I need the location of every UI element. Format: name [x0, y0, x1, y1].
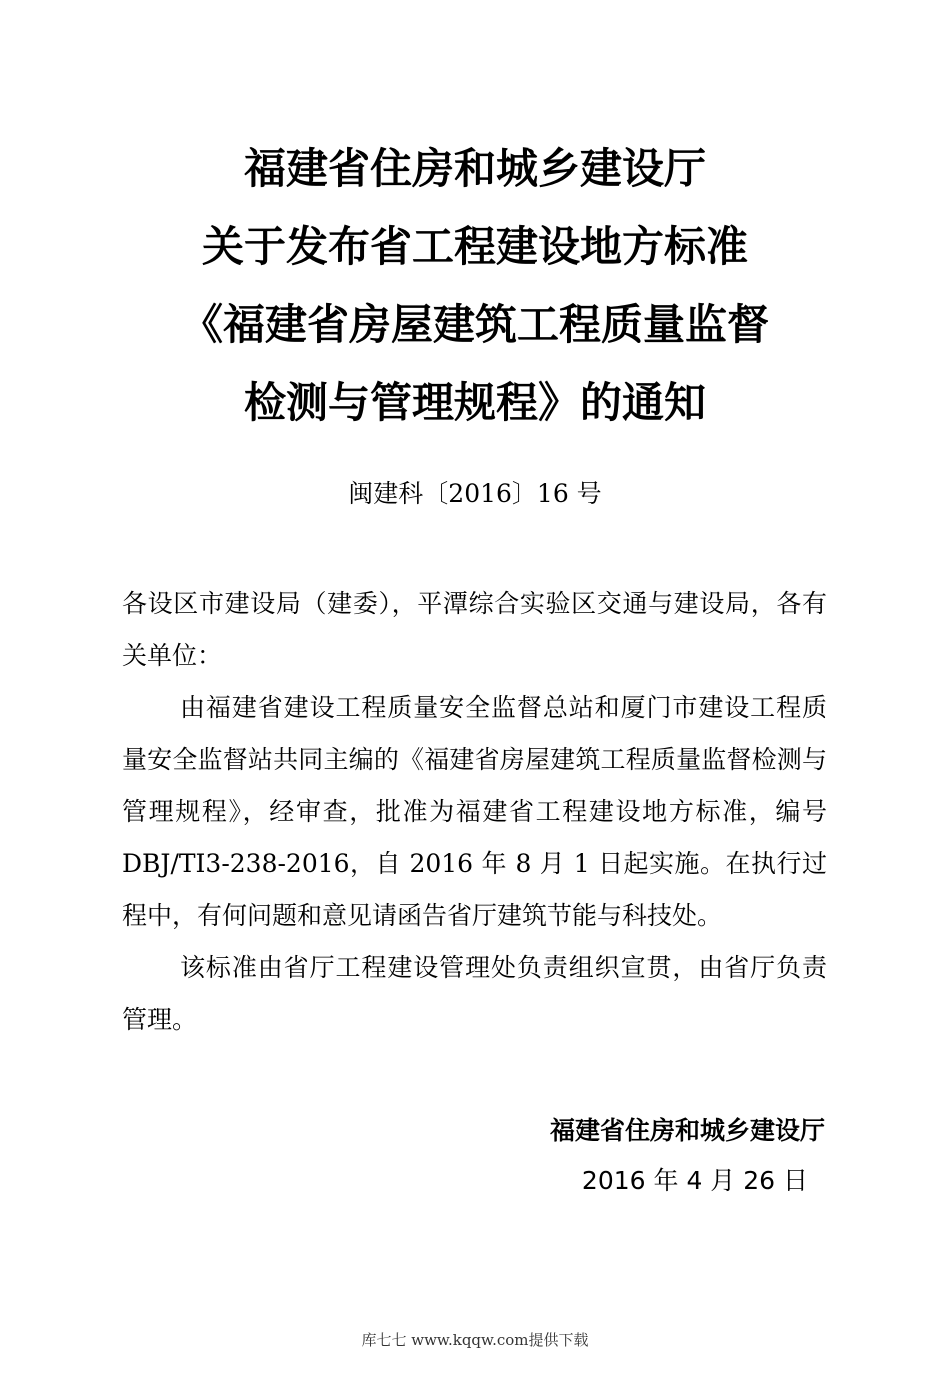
- page-footer: 库七七 www.kqqw.com提供下载: [361, 1331, 589, 1349]
- title-line-3: 《福建省房屋建筑工程质量监督: [180, 300, 769, 349]
- document-number: 闽建科〔2016〕16 号: [348, 479, 602, 508]
- issuer-signature: 福建省住房和城乡建设厅: [549, 1116, 825, 1145]
- title-line-4: 检测与管理规程》的通知: [243, 378, 706, 427]
- document-title: [0, 130, 950, 442]
- recipients: 各设区市建设局（建委），平潭综合实验区交通与建设局，各有关单位：: [122, 589, 827, 670]
- title-line-2: 关于发布省工程建设地方标准: [201, 222, 748, 271]
- issue-date: 2016 年 4 月 26 日: [581, 1166, 808, 1195]
- document-body: [122, 578, 827, 1046]
- body-paragraph-2: 该标准由省厅工程建设管理处负责组织宣贯，由省厅负责管理。: [122, 953, 827, 1034]
- title-line-1: 福建省住房和城乡建设厅: [243, 144, 706, 193]
- body-paragraph-1: 由福建省建设工程质量安全监督总站和厦门市建设工程质量安全监督站共同主编的《福建省房屋建筑工程质量监督检测与管理规程》，经审查，批准为福建省工程建设地方标准，编号 DBJ/TI3-238-2016，自 2016 年 8 月 1 日起实施。在执行过程中，有何问题和意见请函告省厅建筑节能与科技处。: [122, 693, 827, 930]
